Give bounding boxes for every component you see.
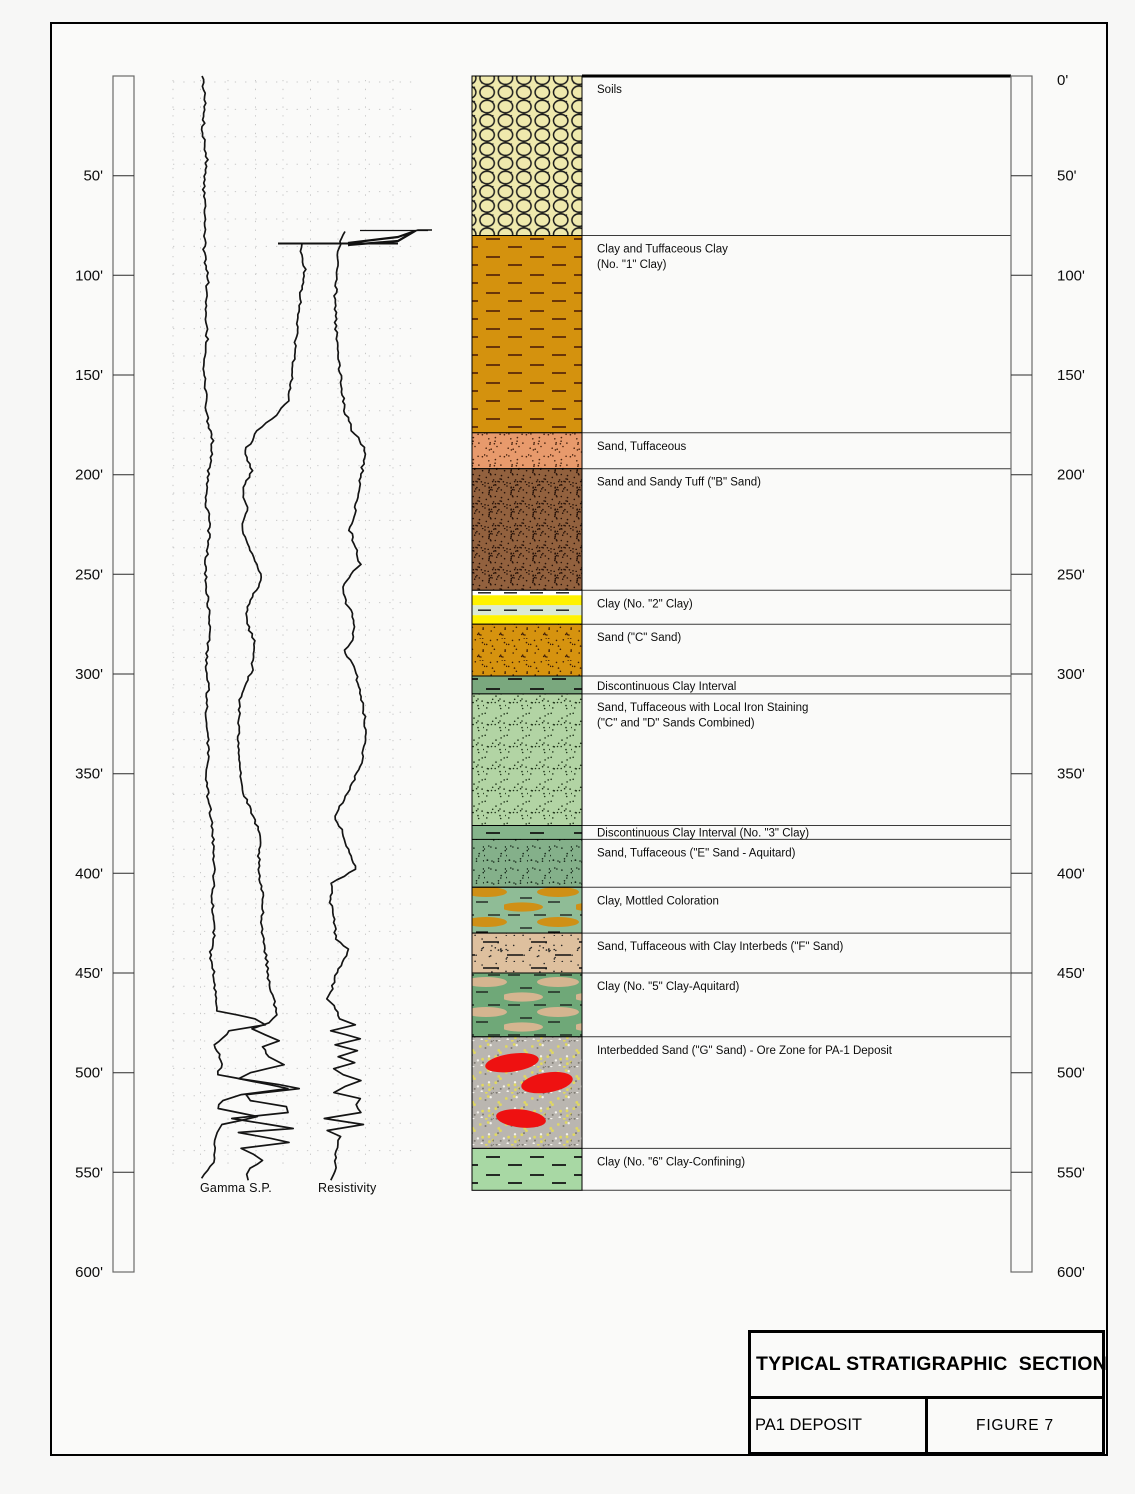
left-depth-label: 600' — [75, 1264, 103, 1281]
title-block-lower-row — [748, 1396, 1105, 1455]
layer-5 — [472, 624, 582, 676]
figure-number: FIGURE 7 — [925, 1396, 1105, 1455]
left-depth-label: 300' — [75, 666, 103, 683]
right-depth-label: 100' — [1057, 267, 1085, 285]
left-depth-label: 50' — [83, 167, 103, 185]
layer-label: Clay (No. "2" Clay) — [597, 598, 693, 611]
layer-10 — [472, 887, 582, 933]
layer-6 — [472, 676, 582, 694]
layer-label: Sand, Tuffaceous — [597, 440, 687, 453]
right-depth-label: 600' — [1057, 1264, 1085, 1281]
layer-label: Clay, Mottled Coloration — [597, 895, 719, 908]
resistivity-curve-label: Resistivity — [318, 1181, 377, 1195]
layer-3 — [472, 469, 582, 591]
gamma-curve — [202, 76, 288, 1178]
layer-label: Sand, Tuffaceous with Clay Interbeds ("F" Sand) — [597, 941, 844, 954]
layer-0 — [472, 76, 582, 236]
layer-14 — [472, 1148, 582, 1190]
left-depth-label: 400' — [75, 865, 103, 883]
layer-label: Sand, Tuffaceous with Local Iron Staining — [597, 701, 809, 714]
left-depth-label: 350' — [75, 765, 103, 783]
layer-label: ("C" and "D" Sands Combined) — [597, 717, 755, 730]
layer-label: Discontinuous Clay Interval — [597, 681, 737, 693]
right-depth-label: 50' — [1057, 167, 1077, 185]
layer-11 — [472, 933, 582, 973]
left-depth-label: 100' — [75, 267, 103, 285]
right-depth-label: 150' — [1057, 367, 1085, 384]
layer-1 — [472, 236, 582, 433]
right-depth-label: 500' — [1057, 1064, 1085, 1082]
layer-labels — [597, 84, 893, 1168]
layer-label: Clay (No. "5" Clay-Aquitard) — [597, 981, 740, 993]
right-depth-label: 550' — [1057, 1164, 1085, 1182]
lithology-column — [472, 76, 582, 1190]
gamma-sp-curve-label: Gamma S.P. — [200, 1181, 272, 1195]
drawing-title: TYPICAL STRATIGRAPHIC SECTION — [748, 1330, 1105, 1399]
title-block — [748, 1330, 1105, 1455]
right-depth-label: 450' — [1057, 965, 1085, 982]
layer-7 — [472, 694, 582, 826]
left-depth-label: 250' — [75, 566, 103, 584]
layer-9 — [472, 839, 582, 887]
left-depth-label: 200' — [75, 466, 103, 484]
layer-label: Soils — [597, 84, 622, 96]
layer-label: Clay and Tuffaceous Clay — [597, 243, 728, 256]
right-depth-label: 0' — [1057, 72, 1069, 89]
right-depth-label: 400' — [1057, 865, 1085, 883]
left-depth-label: 150' — [75, 367, 103, 384]
left-depth-bar — [113, 76, 134, 1272]
deposit-name: PA1 DEPOSIT — [748, 1396, 928, 1455]
right-depth-bar — [1011, 76, 1032, 1272]
layer-label: Sand, Tuffaceous ("E" Sand - Aquitard) — [597, 847, 796, 860]
left-depth-label: 450' — [75, 965, 103, 982]
layer-8 — [472, 826, 582, 840]
right-depth-label: 300' — [1057, 666, 1085, 683]
right-depth-label: 200' — [1057, 466, 1085, 484]
layer-label: Sand and Sandy Tuff ("B" Sand) — [597, 476, 761, 489]
log-casing-lines — [278, 230, 432, 245]
sp-curve — [232, 243, 306, 1180]
left-depth-label: 550' — [75, 1164, 103, 1182]
right-depth-label: 250' — [1057, 566, 1085, 584]
layer-label: Clay (No. "6" Clay-Confining) — [597, 1156, 746, 1169]
layer-12 — [472, 973, 582, 1037]
layer-label: Discontinuous Clay Interval (No. "3" Clay) — [597, 827, 810, 840]
layer-label: Sand ("C" Sand) — [597, 632, 682, 645]
layer-2 — [472, 433, 582, 469]
left-depth-label: 500' — [75, 1064, 103, 1082]
resistivity-curve — [324, 232, 366, 1181]
layer-4 — [472, 590, 582, 624]
layer-label: Interbedded Sand ("G" Sand) - Ore Zone for PA-1 Deposit — [597, 1044, 892, 1057]
layer-label: (No. "1" Clay) — [597, 259, 667, 271]
right-depth-label: 350' — [1057, 765, 1085, 783]
